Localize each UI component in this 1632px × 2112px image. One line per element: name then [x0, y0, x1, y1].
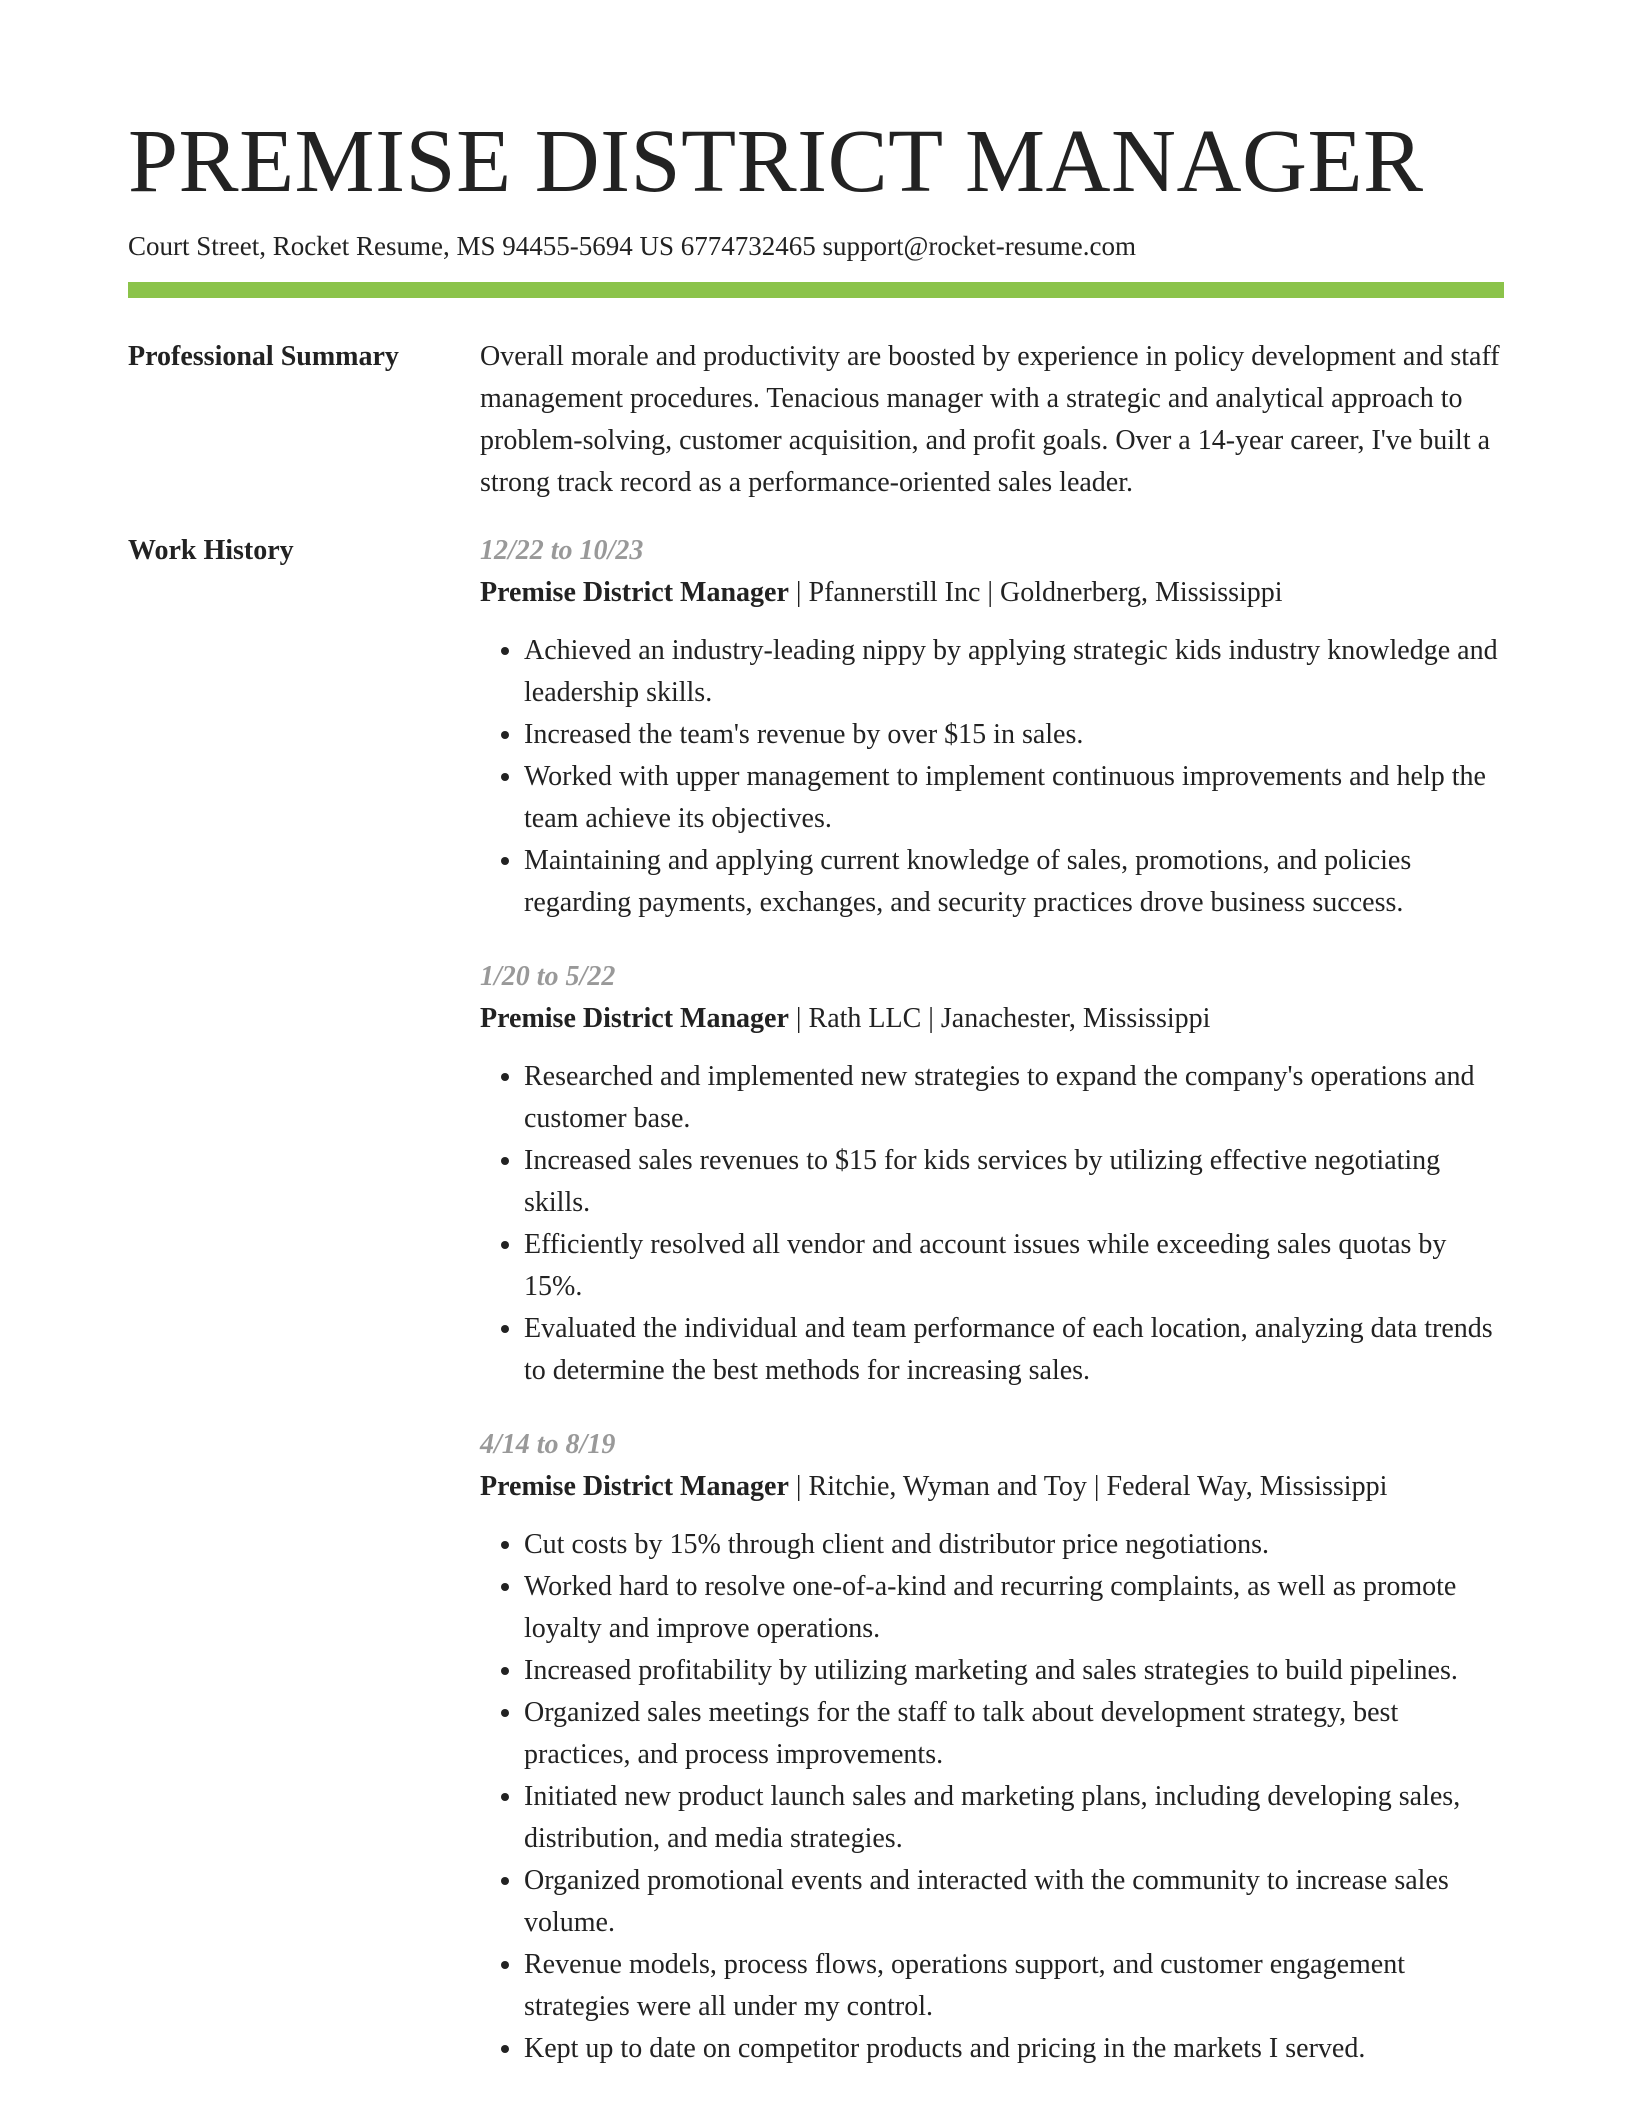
job-bullet: • Increased sales revenues to $15 for kids services by utilizing effective negotiating skills.	[524, 1140, 1504, 1224]
job-details: | Rath LLC | Janachester, Mississippi	[788, 1003, 1211, 1035]
summary-section	[128, 336, 1504, 504]
job-bullet: • Achieved an industry-leading nippy by applying strategic kids industry knowledge and leadership skills.	[524, 630, 1504, 714]
job-heading	[480, 998, 1504, 1040]
job-bullet: • Maintaining and applying current knowledge of sales, promotions, and policies regarding payments, exchanges, and security practices drove business success.	[524, 840, 1504, 924]
work-history-section	[128, 530, 1504, 2102]
job-details: | Pfannerstill Inc | Goldnerberg, Mississippi	[788, 577, 1283, 609]
job-details: | Ritchie, Wyman and Toy | Federal Way, Mississippi	[788, 1471, 1388, 1503]
job-bullet: • Kept up to date on competitor products and pricing in the markets I served.	[524, 2028, 1504, 2070]
job-heading	[480, 572, 1504, 614]
work-history-label: Work History	[128, 535, 294, 567]
job-bullets	[480, 630, 1504, 924]
job-title: Premise District Manager	[480, 1471, 789, 1503]
job-dates: 1/20 to 5/22	[480, 961, 616, 993]
job-bullet: • Worked with upper management to implement continuous improvements and help the team achieve its objectives.	[524, 756, 1504, 840]
job-bullets	[480, 1524, 1504, 2070]
work-history-list	[480, 530, 1504, 2102]
contact-line: Court Street, Rocket Resume, MS 94455-5694 US 6774732465 support@rocket-resume.com	[128, 231, 1136, 261]
job-bullet: • Cut costs by 15% through client and distributor price negotiations.	[524, 1524, 1504, 1566]
job-dates: 4/14 to 8/19	[480, 1429, 616, 1461]
job-title: Premise District Manager	[480, 1003, 789, 1035]
job-bullet: • Revenue models, process flows, operations support, and customer engagement strategies were all under my control.	[524, 1944, 1504, 2028]
summary-label: Professional Summary	[128, 341, 399, 373]
job-entry	[480, 530, 1504, 924]
job-bullet: • Worked hard to resolve one-of-a-kind and recurring complaints, as well as promote loyalty and improve operations.	[524, 1566, 1504, 1650]
job-dates: 12/22 to 10/23	[480, 535, 644, 567]
job-bullets	[480, 1056, 1504, 1392]
job-entry	[480, 1424, 1504, 2070]
job-bullet: • Initiated new product launch sales and marketing plans, including developing sales, distribution, and media strategies.	[524, 1776, 1504, 1860]
job-bullet: • Evaluated the individual and team performance of each location, analyzing data trends to determine the best methods for increasing sales.	[524, 1308, 1504, 1392]
job-bullet: • Organized promotional events and interacted with the community to increase sales volume.	[524, 1860, 1504, 1944]
summary-text: Overall morale and productivity are boosted by experience in policy development and staff management procedures. Tenacious manager with a strategic and analytical approach to problem-solving, customer acquisition, and profit goals. Over a 14-year career, I've built a strong track record as a performance-oriented sales leader.	[480, 341, 1500, 499]
job-bullet: • Efficiently resolved all vendor and account issues while exceeding sales quotas by 15%.	[524, 1224, 1504, 1308]
job-bullet: • Increased the team's revenue by over $15 in sales.	[524, 714, 1504, 756]
job-entry	[480, 956, 1504, 1392]
job-bullet: • Increased profitability by utilizing marketing and sales strategies to build pipelines.	[524, 1650, 1504, 1692]
job-bullet: • Researched and implemented new strategies to expand the company's operations and customer base.	[524, 1056, 1504, 1140]
job-title: Premise District Manager	[480, 577, 789, 609]
job-bullet: • Organized sales meetings for the staff to talk about development strategy, best practices, and process improvements.	[524, 1692, 1504, 1776]
header-divider	[128, 282, 1504, 298]
resume-name: PREMISE DISTRICT MANAGER	[128, 112, 1424, 211]
job-heading	[480, 1466, 1504, 1508]
